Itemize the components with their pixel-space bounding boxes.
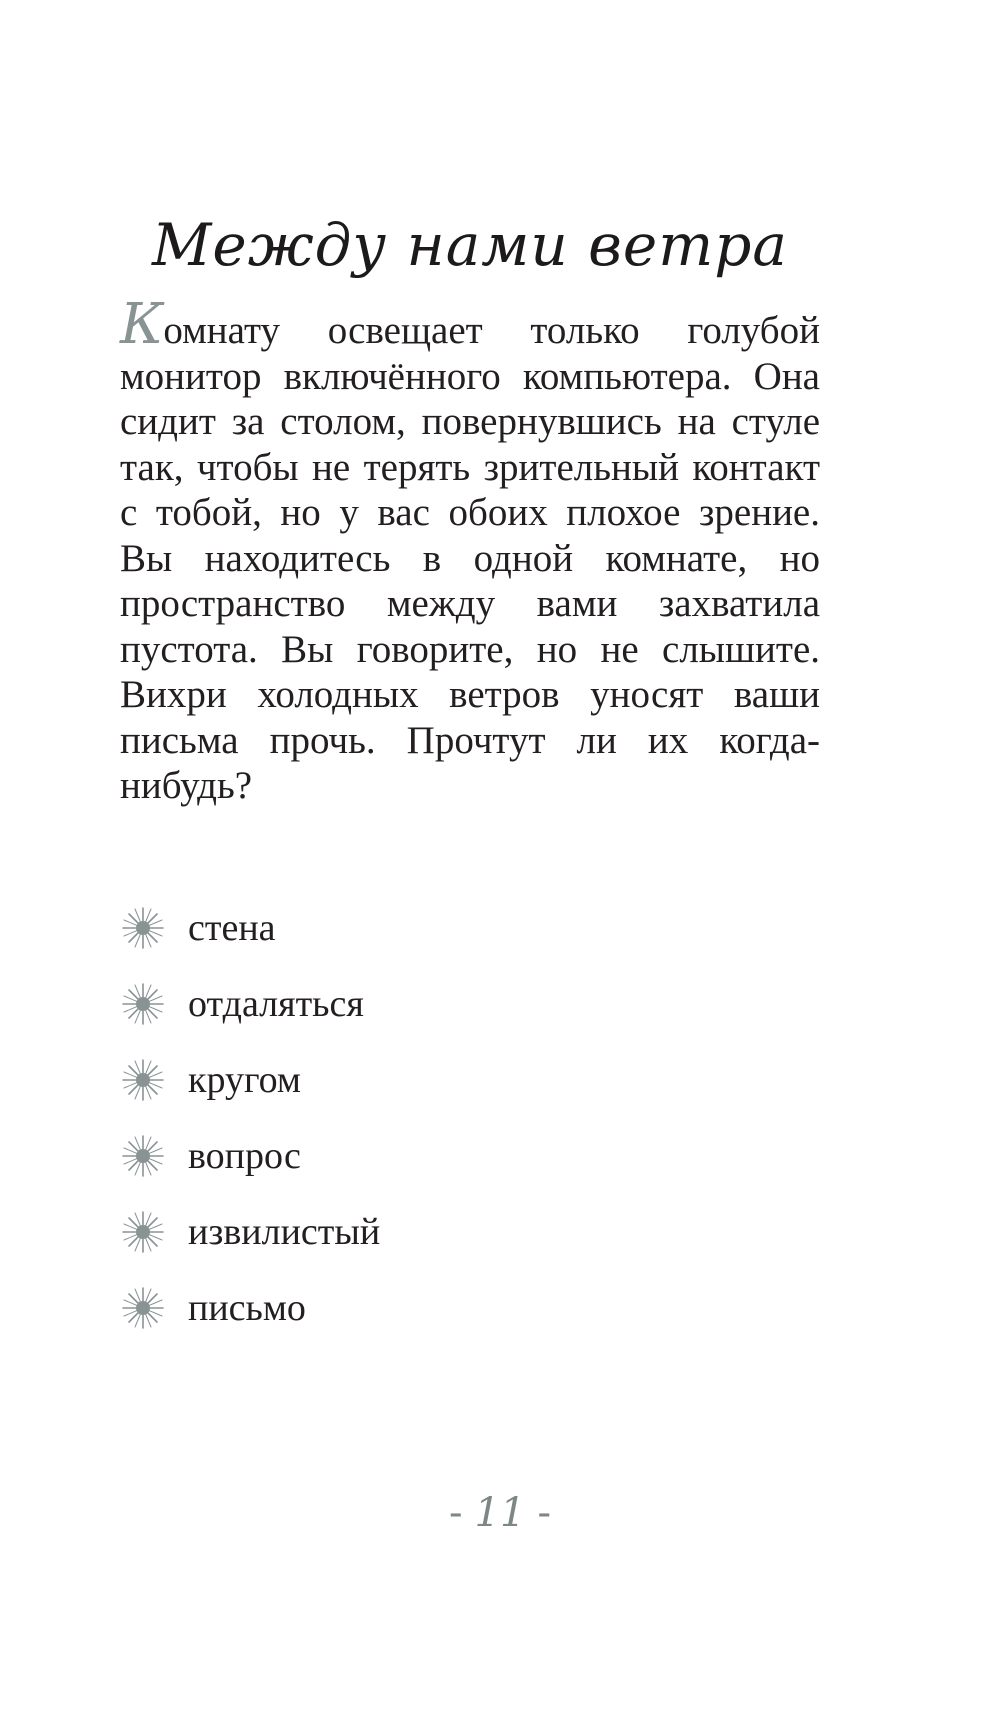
- keyword-label: кругом: [188, 1059, 301, 1101]
- keyword-item: [120, 1042, 720, 1118]
- keyword-item: [120, 1194, 720, 1270]
- paragraph-text: омнату освещает только голубой монитор включённого компьютера. Она сидит за столом, повернувшись на стуле так, чтобы не терять зрительный контакт с тобой, но у вас обоих плохое зрение. Вы находитесь в одной комнате, но пространство между вами захватила пустота. Вы говорите, но не слышите. Вихри холодных ветров уносят ваши письма прочь. Прочтут ли их когда-нибудь?: [120, 309, 820, 807]
- keyword-item: [120, 1270, 720, 1346]
- page-number-value: 11: [474, 1490, 526, 1536]
- chapter-paragraph: [120, 292, 820, 809]
- page-number-dash-left: -: [449, 1490, 463, 1536]
- keyword-list: [120, 890, 720, 1346]
- keyword-item: [120, 966, 720, 1042]
- page-number-dash-right: -: [537, 1490, 551, 1536]
- sparkle-star-icon: [120, 1285, 166, 1331]
- sparkle-star-icon: [120, 1057, 166, 1103]
- sparkle-star-icon: [120, 981, 166, 1027]
- keyword-label: вопрос: [188, 1135, 301, 1177]
- sparkle-star-icon: [120, 905, 166, 951]
- keyword-label: отдаляться: [188, 983, 364, 1025]
- sparkle-star-icon: [120, 1133, 166, 1179]
- keyword-item: [120, 890, 720, 966]
- drop-cap: К: [120, 292, 164, 357]
- keyword-label: стена: [188, 907, 276, 949]
- page-number: [0, 1490, 1000, 1536]
- keyword-item: [120, 1118, 720, 1194]
- keyword-label: извилистый: [188, 1211, 381, 1253]
- sparkle-star-icon: [120, 1209, 166, 1255]
- keyword-label: письмо: [188, 1287, 306, 1329]
- chapter-title: Между нами ветра: [152, 211, 788, 279]
